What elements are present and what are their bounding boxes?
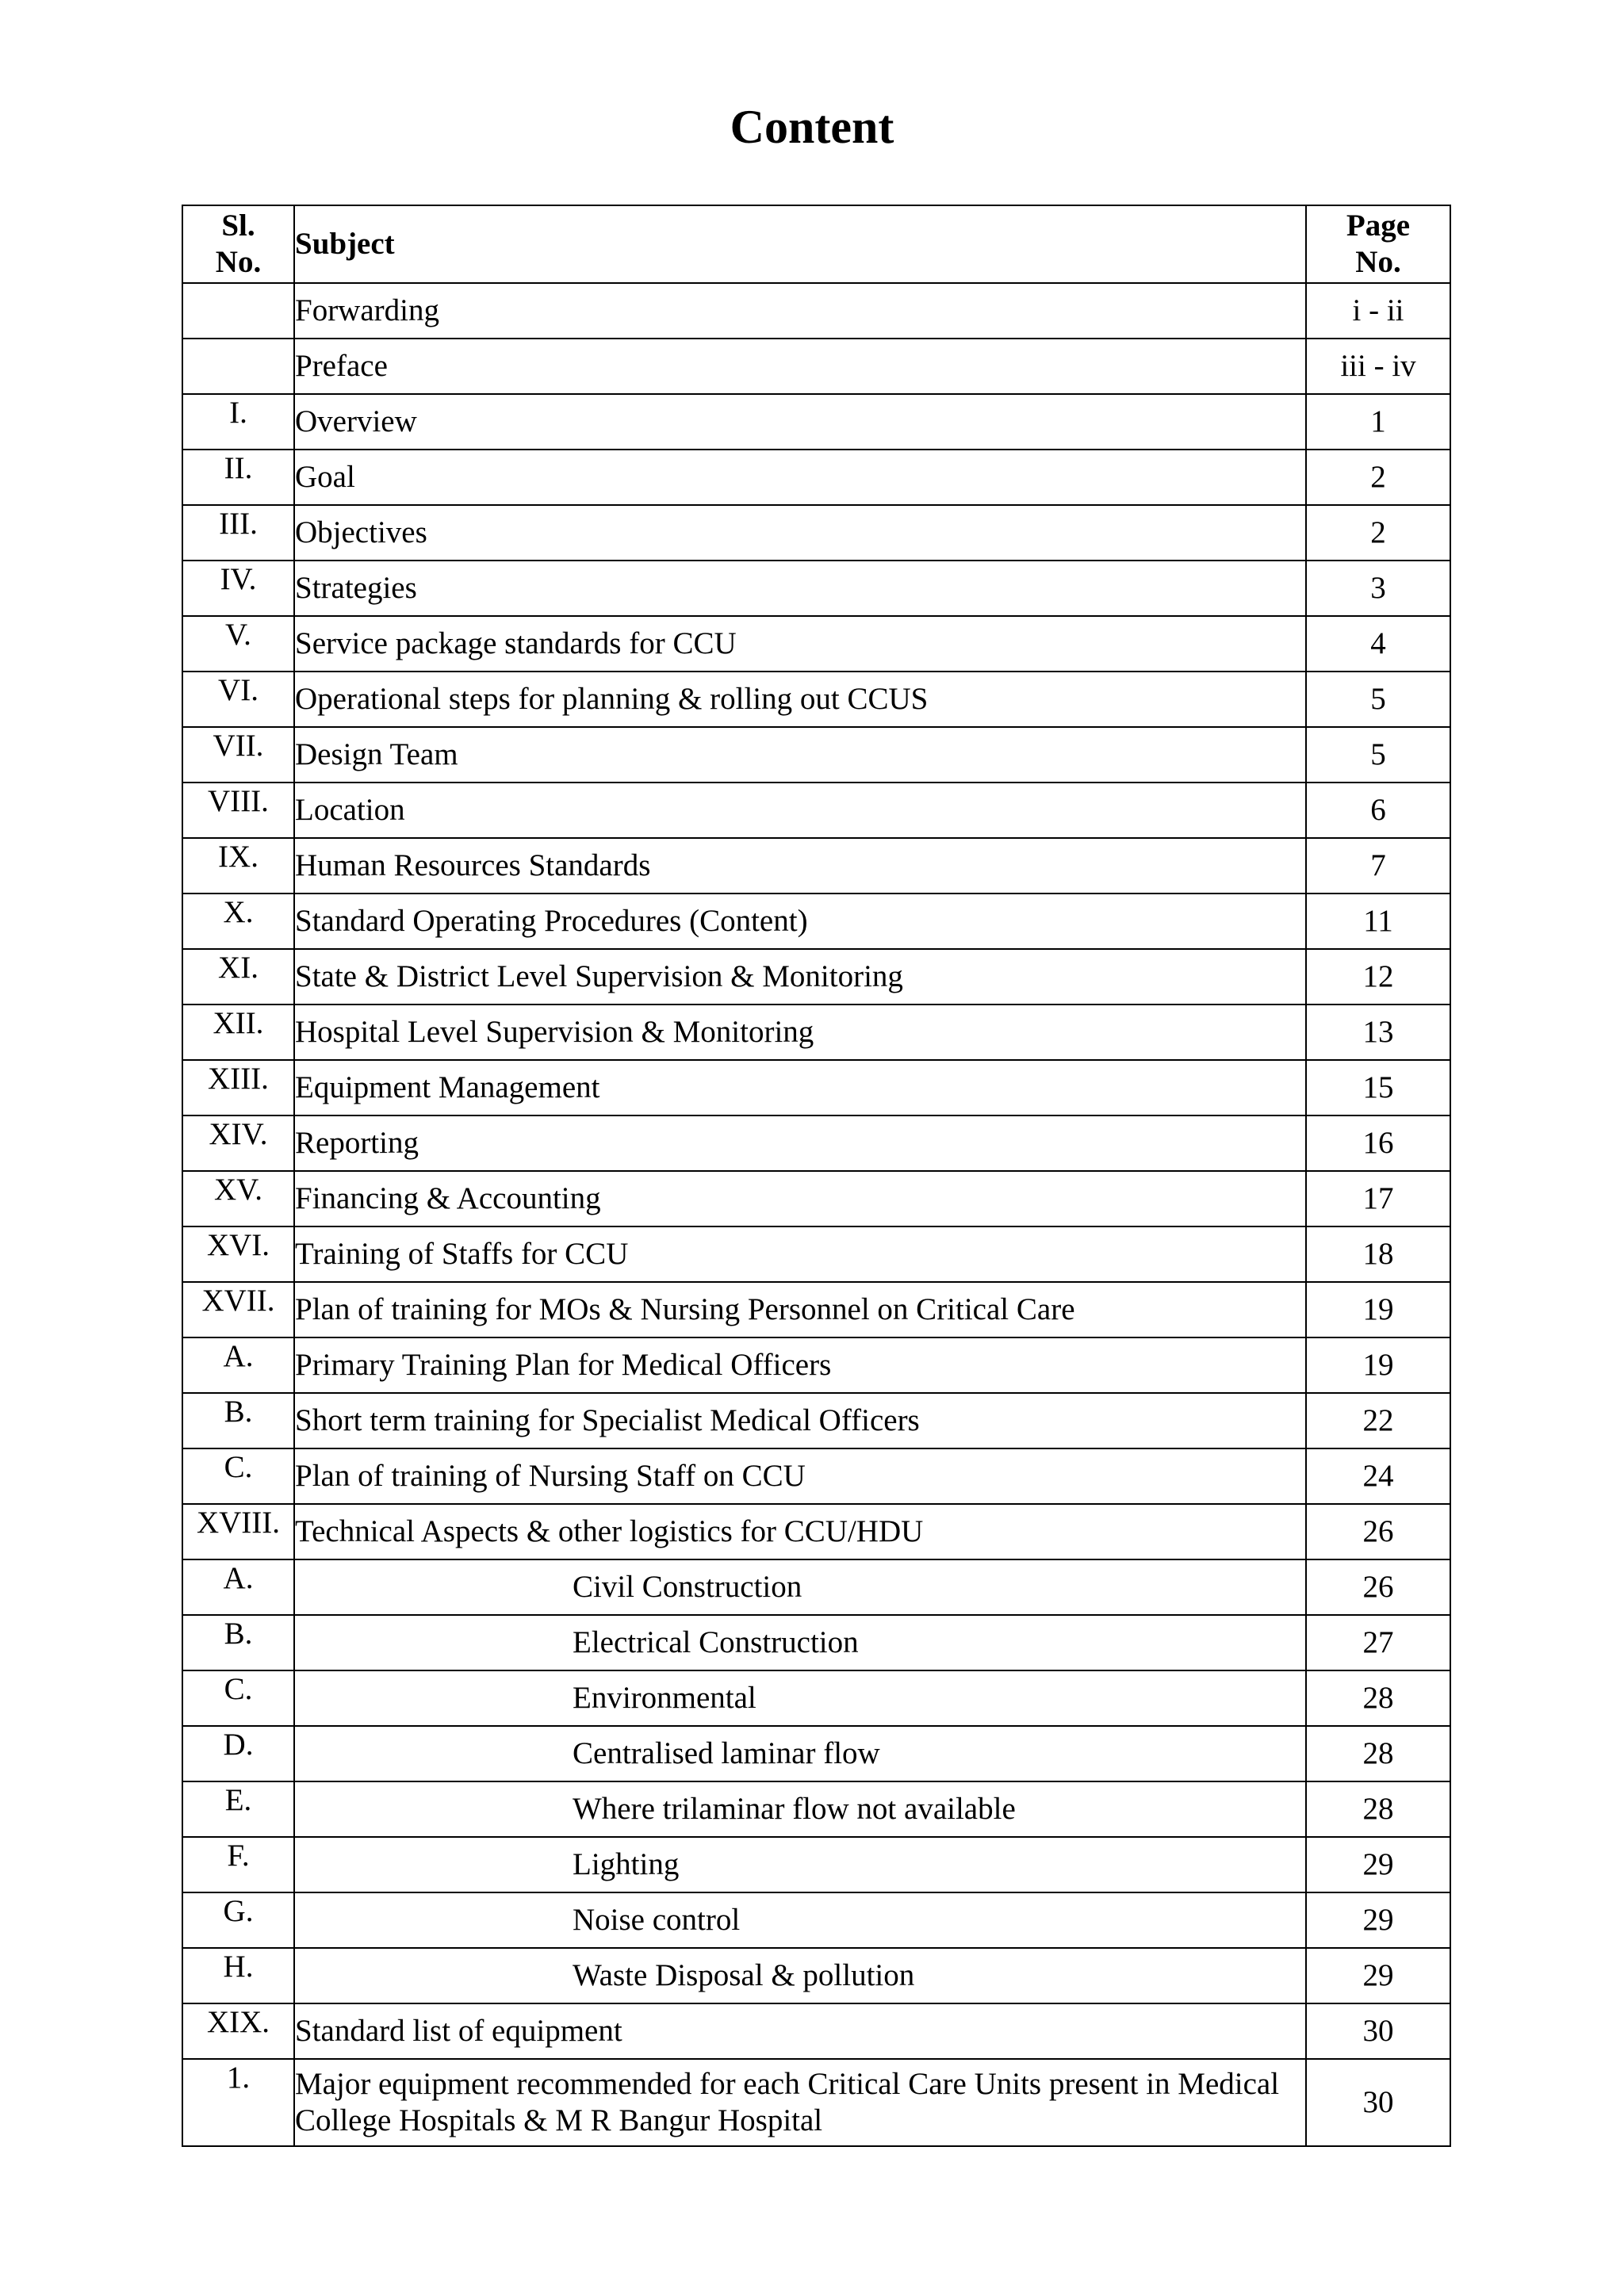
serial-number-cell: H. bbox=[182, 1948, 294, 2003]
subject-cell: Short term training for Specialist Medical Officers bbox=[294, 1393, 1306, 1448]
subject-cell: Technical Aspects & other logistics for CCU/HDU bbox=[294, 1504, 1306, 1559]
table-row bbox=[182, 1726, 1450, 1781]
subject-cell: Centralised laminar flow bbox=[294, 1726, 1306, 1781]
page-number-cell: 5 bbox=[1306, 672, 1450, 727]
table-header-row bbox=[182, 205, 1450, 283]
table-row bbox=[182, 1781, 1450, 1837]
serial-number-cell: VIII. bbox=[182, 783, 294, 838]
serial-number-cell: A. bbox=[182, 1337, 294, 1393]
subject-cell: Design Team bbox=[294, 727, 1306, 783]
serial-number-cell: V. bbox=[182, 616, 294, 672]
table-row bbox=[182, 1559, 1450, 1615]
page-number-cell: 1 bbox=[1306, 394, 1450, 450]
table-row bbox=[182, 561, 1450, 616]
serial-number-cell: IV. bbox=[182, 561, 294, 616]
table-row bbox=[182, 1892, 1450, 1948]
serial-number-cell bbox=[182, 339, 294, 394]
table-row bbox=[182, 2059, 1450, 2146]
serial-number-cell: XIII. bbox=[182, 1060, 294, 1115]
subject-cell: Strategies bbox=[294, 561, 1306, 616]
table-row bbox=[182, 1948, 1450, 2003]
page-number-cell: 13 bbox=[1306, 1004, 1450, 1060]
subject-cell: Standard Operating Procedures (Content) bbox=[294, 894, 1306, 949]
page-number-cell: 28 bbox=[1306, 1781, 1450, 1837]
page-number-cell: 5 bbox=[1306, 727, 1450, 783]
subject-cell: Major equipment recommended for each Critical Care Units present in Medical College Hospitals & M R Bangur Hospital bbox=[294, 2059, 1306, 2146]
serial-number-cell: G. bbox=[182, 1892, 294, 1948]
page-number-cell: 27 bbox=[1306, 1615, 1450, 1670]
table-row bbox=[182, 1282, 1450, 1337]
subject-cell: Primary Training Plan for Medical Officers bbox=[294, 1337, 1306, 1393]
page-header-line2: No. bbox=[1355, 245, 1401, 279]
page-number-cell: 3 bbox=[1306, 561, 1450, 616]
serial-header-line1: Sl. bbox=[221, 209, 255, 243]
table-row bbox=[182, 616, 1450, 672]
serial-number-cell: B. bbox=[182, 1615, 294, 1670]
serial-number-cell: VI. bbox=[182, 672, 294, 727]
page-number-cell: 11 bbox=[1306, 894, 1450, 949]
page-number-cell: 28 bbox=[1306, 1726, 1450, 1781]
table-row bbox=[182, 1837, 1450, 1892]
subject-header: Subject bbox=[294, 205, 1306, 283]
subject-cell: Waste Disposal & pollution bbox=[294, 1948, 1306, 2003]
subject-cell: Environmental bbox=[294, 1670, 1306, 1726]
contents-table bbox=[182, 205, 1451, 2147]
serial-number-cell: III. bbox=[182, 505, 294, 561]
table-row bbox=[182, 1448, 1450, 1504]
subject-cell: Human Resources Standards bbox=[294, 838, 1306, 894]
serial-number-cell: D. bbox=[182, 1726, 294, 1781]
serial-number-cell: XVI. bbox=[182, 1226, 294, 1282]
serial-number-cell: XII. bbox=[182, 1004, 294, 1060]
page-number-cell: 19 bbox=[1306, 1337, 1450, 1393]
page-number-cell: 29 bbox=[1306, 1948, 1450, 2003]
serial-number-cell: XIX. bbox=[182, 2003, 294, 2059]
page-number-cell: 30 bbox=[1306, 2059, 1450, 2146]
page-number-cell: 28 bbox=[1306, 1670, 1450, 1726]
serial-number-cell: X. bbox=[182, 894, 294, 949]
table-row bbox=[182, 505, 1450, 561]
table-row bbox=[182, 672, 1450, 727]
subject-cell: Forwarding bbox=[294, 283, 1306, 339]
page-number-cell: 2 bbox=[1306, 505, 1450, 561]
table-row bbox=[182, 783, 1450, 838]
serial-number-cell: F. bbox=[182, 1837, 294, 1892]
page-number-cell: 15 bbox=[1306, 1060, 1450, 1115]
subject-cell: Hospital Level Supervision & Monitoring bbox=[294, 1004, 1306, 1060]
serial-number-cell: 1. bbox=[182, 2059, 294, 2146]
subject-cell: Electrical Construction bbox=[294, 1615, 1306, 1670]
serial-number-cell: VII. bbox=[182, 727, 294, 783]
table-row bbox=[182, 339, 1450, 394]
subject-cell: Location bbox=[294, 783, 1306, 838]
page-number-cell: 30 bbox=[1306, 2003, 1450, 2059]
page-number-header bbox=[1306, 205, 1450, 283]
table-row bbox=[182, 727, 1450, 783]
table-row bbox=[182, 1337, 1450, 1393]
table-row bbox=[182, 2003, 1450, 2059]
subject-cell: Plan of training of Nursing Staff on CCU bbox=[294, 1448, 1306, 1504]
serial-number-cell: II. bbox=[182, 450, 294, 505]
page-number-cell: 29 bbox=[1306, 1892, 1450, 1948]
table-row bbox=[182, 1060, 1450, 1115]
subject-cell: Overview bbox=[294, 394, 1306, 450]
subject-cell: Financing & Accounting bbox=[294, 1171, 1306, 1226]
subject-cell: Lighting bbox=[294, 1837, 1306, 1892]
subject-cell: Goal bbox=[294, 450, 1306, 505]
subject-cell: Service package standards for CCU bbox=[294, 616, 1306, 672]
serial-number-cell: A. bbox=[182, 1559, 294, 1615]
page-number-cell: 6 bbox=[1306, 783, 1450, 838]
serial-number-cell bbox=[182, 283, 294, 339]
subject-cell: Training of Staffs for CCU bbox=[294, 1226, 1306, 1282]
table-row bbox=[182, 894, 1450, 949]
table-row bbox=[182, 450, 1450, 505]
table-row bbox=[182, 1615, 1450, 1670]
subject-cell: Standard list of equipment bbox=[294, 2003, 1306, 2059]
subject-cell: Plan of training for MOs & Nursing Personnel on Critical Care bbox=[294, 1282, 1306, 1337]
page-number-cell: 4 bbox=[1306, 616, 1450, 672]
subject-cell: Noise control bbox=[294, 1892, 1306, 1948]
page-number-cell: 19 bbox=[1306, 1282, 1450, 1337]
serial-number-cell: I. bbox=[182, 394, 294, 450]
page-number-cell: 22 bbox=[1306, 1393, 1450, 1448]
serial-number-cell: XV. bbox=[182, 1171, 294, 1226]
serial-number-cell: XI. bbox=[182, 949, 294, 1004]
page-number-cell: 7 bbox=[1306, 838, 1450, 894]
subject-cell: Preface bbox=[294, 339, 1306, 394]
page-number-cell: i - ii bbox=[1306, 283, 1450, 339]
table-body bbox=[182, 283, 1450, 2146]
subject-cell: Civil Construction bbox=[294, 1559, 1306, 1615]
table-row bbox=[182, 1171, 1450, 1226]
serial-number-cell: XVIII. bbox=[182, 1504, 294, 1559]
page-number-cell: 26 bbox=[1306, 1559, 1450, 1615]
table-row bbox=[182, 1226, 1450, 1282]
table-row bbox=[182, 1115, 1450, 1171]
serial-number-cell: XIV. bbox=[182, 1115, 294, 1171]
table-row bbox=[182, 1504, 1450, 1559]
table-row bbox=[182, 1004, 1450, 1060]
serial-number-cell: IX. bbox=[182, 838, 294, 894]
page-number-cell: iii - iv bbox=[1306, 339, 1450, 394]
subject-cell: Reporting bbox=[294, 1115, 1306, 1171]
page-number-cell: 12 bbox=[1306, 949, 1450, 1004]
serial-number-cell: B. bbox=[182, 1393, 294, 1448]
page-number-cell: 29 bbox=[1306, 1837, 1450, 1892]
serial-number-header bbox=[182, 205, 294, 283]
page-number-cell: 16 bbox=[1306, 1115, 1450, 1171]
subject-cell: Objectives bbox=[294, 505, 1306, 561]
page-title: Content bbox=[730, 101, 894, 153]
table-row bbox=[182, 283, 1450, 339]
table-row bbox=[182, 394, 1450, 450]
serial-number-cell: XVII. bbox=[182, 1282, 294, 1337]
subject-cell: State & District Level Supervision & Monitoring bbox=[294, 949, 1306, 1004]
page-number-cell: 26 bbox=[1306, 1504, 1450, 1559]
page-number-cell: 2 bbox=[1306, 450, 1450, 505]
table-row bbox=[182, 838, 1450, 894]
serial-header-line2: No. bbox=[215, 245, 262, 279]
serial-number-cell: E. bbox=[182, 1781, 294, 1837]
subject-cell: Where trilaminar flow not available bbox=[294, 1781, 1306, 1837]
table-row bbox=[182, 1670, 1450, 1726]
table-row bbox=[182, 1393, 1450, 1448]
serial-number-cell: C. bbox=[182, 1670, 294, 1726]
page-number-cell: 17 bbox=[1306, 1171, 1450, 1226]
serial-number-cell: C. bbox=[182, 1448, 294, 1504]
subject-cell: Operational steps for planning & rolling out CCUS bbox=[294, 672, 1306, 727]
table-row bbox=[182, 949, 1450, 1004]
page-number-cell: 24 bbox=[1306, 1448, 1450, 1504]
page-header-line1: Page bbox=[1346, 209, 1411, 243]
page-number-cell: 18 bbox=[1306, 1226, 1450, 1282]
subject-cell: Equipment Management bbox=[294, 1060, 1306, 1115]
